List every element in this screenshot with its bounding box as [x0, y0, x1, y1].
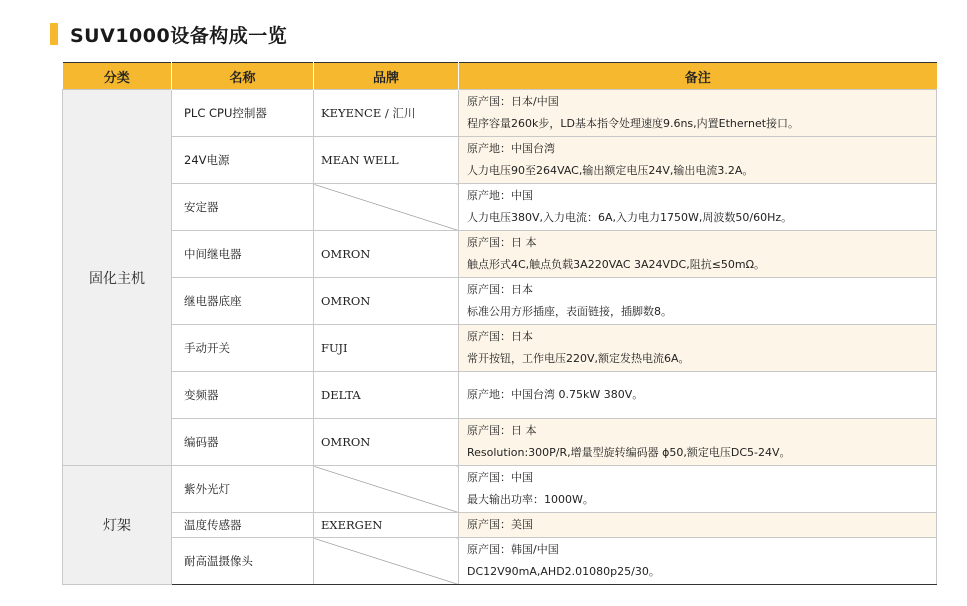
item-note: [459, 513, 937, 538]
category-cell: 固化主机: [63, 90, 172, 466]
note-spec: 最大输出功率：1000W。: [467, 493, 594, 506]
note-spec: Resolution:300P/R,增量型旋转编码器 ϕ50,额定电压DC5-24V。: [467, 446, 791, 459]
title-accent-bar: [50, 23, 58, 45]
item-brand: MEAN WELL: [314, 137, 459, 184]
equipment-table: [62, 62, 937, 585]
item-note: [459, 372, 937, 419]
item-brand: EXERGEN: [314, 513, 459, 538]
item-name: 继电器底座: [172, 278, 314, 325]
item-note: [459, 466, 937, 513]
note-spec: DC12V90mA,AHD2.01080p25/30。: [467, 565, 660, 578]
item-name: 中间继电器: [172, 231, 314, 278]
table-row: [63, 513, 937, 538]
header-notes: 备注: [459, 63, 937, 90]
table-header-row: [63, 63, 937, 90]
item-note: [459, 137, 937, 184]
item-name: 变频器: [172, 372, 314, 419]
note-origin: 原产地：中国台湾: [467, 142, 555, 155]
note-origin: 原产国：日 本: [467, 424, 537, 437]
category-cell: 灯架: [63, 466, 172, 585]
item-name: 编码器: [172, 419, 314, 466]
table-row: [63, 325, 937, 372]
table-row: [63, 231, 937, 278]
page-title: SUV1000设备构成一览: [70, 24, 288, 47]
note-origin: 原产国：韩国/中国: [467, 543, 559, 556]
item-name: 24V电源: [172, 137, 314, 184]
item-name: 紫外光灯: [172, 466, 314, 513]
note-spec: 人力电压90至264VAC,输出额定电压24V,输出电流3.2A。: [467, 164, 754, 177]
table-row: [63, 372, 937, 419]
table-row: [63, 278, 937, 325]
table-row: [63, 137, 937, 184]
item-brand-empty: [314, 538, 459, 585]
note-spec: 标准公用方形插座，表面链接，插脚数8。: [467, 305, 672, 318]
item-name: PLC CPU控制器: [172, 90, 314, 137]
table-row: [63, 90, 937, 137]
item-note: [459, 231, 937, 278]
item-name: 温度传感器: [172, 513, 314, 538]
table-row: [63, 466, 937, 513]
table-row: [63, 419, 937, 466]
item-note: [459, 538, 937, 585]
item-note: [459, 278, 937, 325]
note-spec: 触点形式4C,触点负载3A220VAC 3A24VDC,阻抗≤50mΩ。: [467, 258, 766, 271]
item-brand: FUJI: [314, 325, 459, 372]
item-brand: OMRON: [314, 278, 459, 325]
note-origin: 原产国：日本: [467, 283, 533, 296]
header-brand: 品牌: [314, 63, 459, 90]
item-brand: OMRON: [314, 419, 459, 466]
note-spec: 程序容量260k步，LD基本指令处理速度9.6ns,内置Ethernet接口。: [467, 117, 800, 130]
note-origin: 原产地：中国台湾 0.75kW 380V。: [467, 388, 644, 401]
item-name: 手动开关: [172, 325, 314, 372]
note-origin: 原产国：日 本: [467, 236, 537, 249]
header-category: 分类: [63, 63, 172, 90]
note-spec: 常开按钮，工作电压220V,额定发热电流6A。: [467, 352, 690, 365]
title-bar: [50, 22, 287, 46]
item-note: [459, 325, 937, 372]
note-origin: 原产国：中国: [467, 471, 533, 484]
note-origin: 原产国：日本/中国: [467, 95, 559, 108]
note-origin: 原产国：日本: [467, 330, 533, 343]
note-origin: 原产国：美国: [467, 518, 533, 531]
item-note: [459, 419, 937, 466]
item-brand: DELTA: [314, 372, 459, 419]
table-row: [63, 184, 937, 231]
header-name: 名称: [172, 63, 314, 90]
item-brand-empty: [314, 184, 459, 231]
item-brand-empty: [314, 466, 459, 513]
item-name: 安定器: [172, 184, 314, 231]
item-name: 耐高温摄像头: [172, 538, 314, 585]
item-note: [459, 90, 937, 137]
note-spec: 人力电压380V,入力电流：6A,入力电力1750W,周波数50/60Hz。: [467, 211, 793, 224]
item-brand: KEYENCE / 汇川: [314, 90, 459, 137]
table-row: [63, 538, 937, 585]
item-note: [459, 184, 937, 231]
item-brand: OMRON: [314, 231, 459, 278]
note-origin: 原产地：中国: [467, 189, 533, 202]
